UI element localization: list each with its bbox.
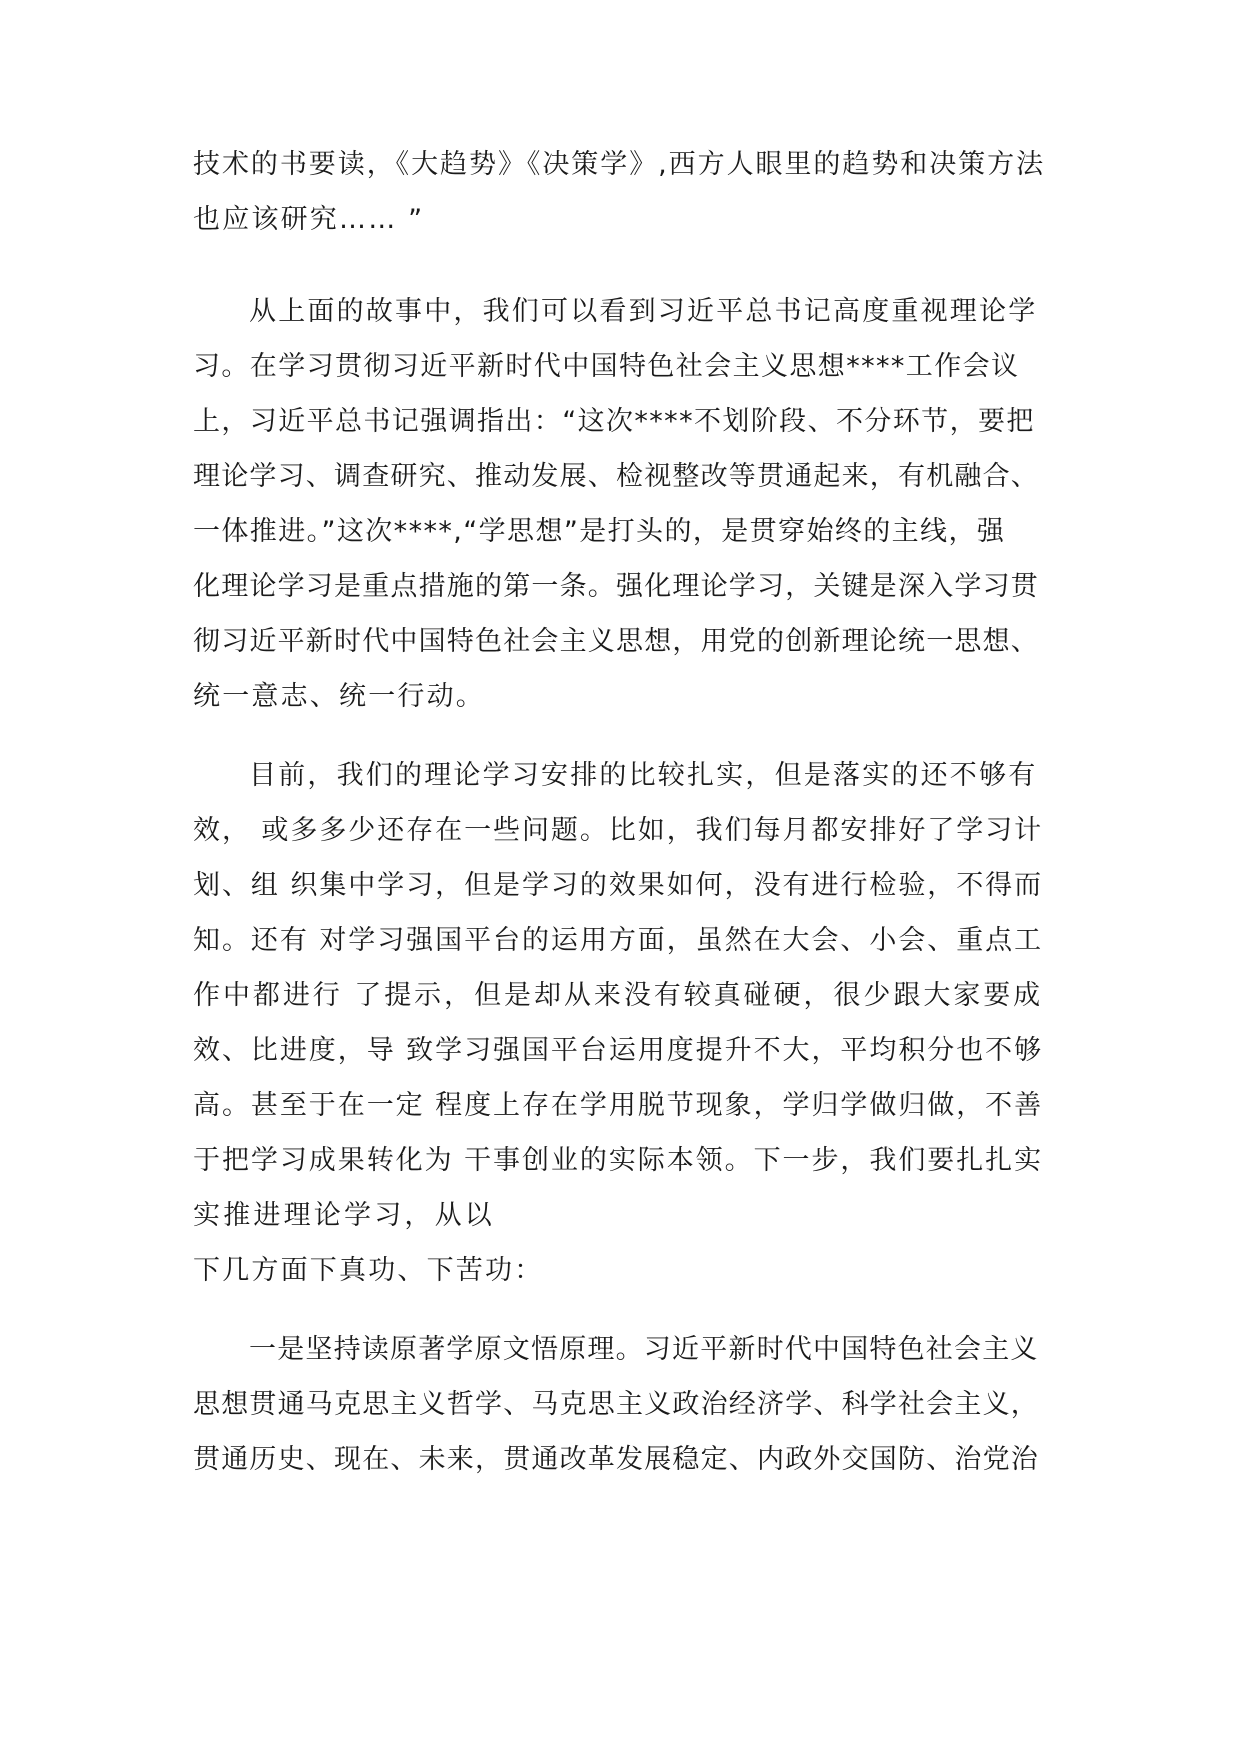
- text-line-12: 效， 或多多少还存在一些问题。比如，我们每月都安排好了学习计: [193, 815, 1044, 846]
- text-line-11: 目前，我们的理论学习安排的比较扎实，但是落实的还不够有: [249, 760, 1038, 791]
- text-line-4: 习。在学习贯彻习近平新时代中国特色社会主义思想****工作会议: [193, 351, 1020, 382]
- text-line-7: 一体推进。”这次****,“学思想”是打头的，是贯穿始终的主线，强: [193, 516, 1006, 547]
- text-line-3: 从上面的故事中，我们可以看到习近平总书记高度重视理论学: [249, 296, 1038, 327]
- text-line-21: 一是坚持读原著学原文悟原理。习近平新时代中国特色社会主义: [249, 1334, 1039, 1365]
- text-line-1: 技术的书要读，《大趋势》《决策学》,西方人眼里的趋势和决策方法: [193, 149, 1046, 180]
- text-line-22: 思想贯通马克思主义哲学、马克思主义政治经济学、科学社会主义，: [193, 1389, 1039, 1420]
- text-line-15: 作中都进行 了提示，但是却从来没有较真碰硬，很少跟大家要成: [193, 980, 1044, 1011]
- text-line-20: 下几方面下真功、下苦功：: [193, 1255, 544, 1286]
- text-line-2: 也应该研究…… ”: [193, 204, 425, 235]
- text-line-5: 上，习近平总书记强调指出：“这次****不划阶段、不分环节，要把: [193, 406, 1035, 437]
- text-line-8: 化理论学习是重点措施的第一条。强化理论学习，关键是深入学习贯: [193, 571, 1039, 602]
- text-line-6: 理论学习、调查研究、推动发展、检视整改等贯通起来，有机融合、: [193, 461, 1039, 492]
- text-line-16: 效、比进度，导 致学习强国平台运用度提升不大，平均积分也不够: [193, 1035, 1044, 1066]
- text-line-23: 贯通历史、现在、未来，贯通改革发展稳定、内政外交国防、治党治: [193, 1444, 1039, 1475]
- text-line-19: 实推进理论学习，从以: [193, 1200, 495, 1231]
- text-line-17: 高。甚至于在一定 程度上存在学用脱节现象，学归学做归做，不善: [193, 1090, 1044, 1121]
- text-line-10: 统一意志、统一行动。: [193, 681, 485, 712]
- text-line-9: 彻习近平新时代中国特色社会主义思想，用党的创新理论统一思想、: [193, 626, 1039, 657]
- text-line-18: 于把学习成果转化为 干事创业的实际本领。下一步，我们要扎扎实: [193, 1145, 1044, 1176]
- text-line-14: 知。还有 对学习强国平台的运用方面，虽然在大会、小会、重点工: [193, 925, 1044, 956]
- text-line-13: 划、组 织集中学习，但是学习的效果如何，没有进行检验，不得而: [193, 870, 1044, 901]
